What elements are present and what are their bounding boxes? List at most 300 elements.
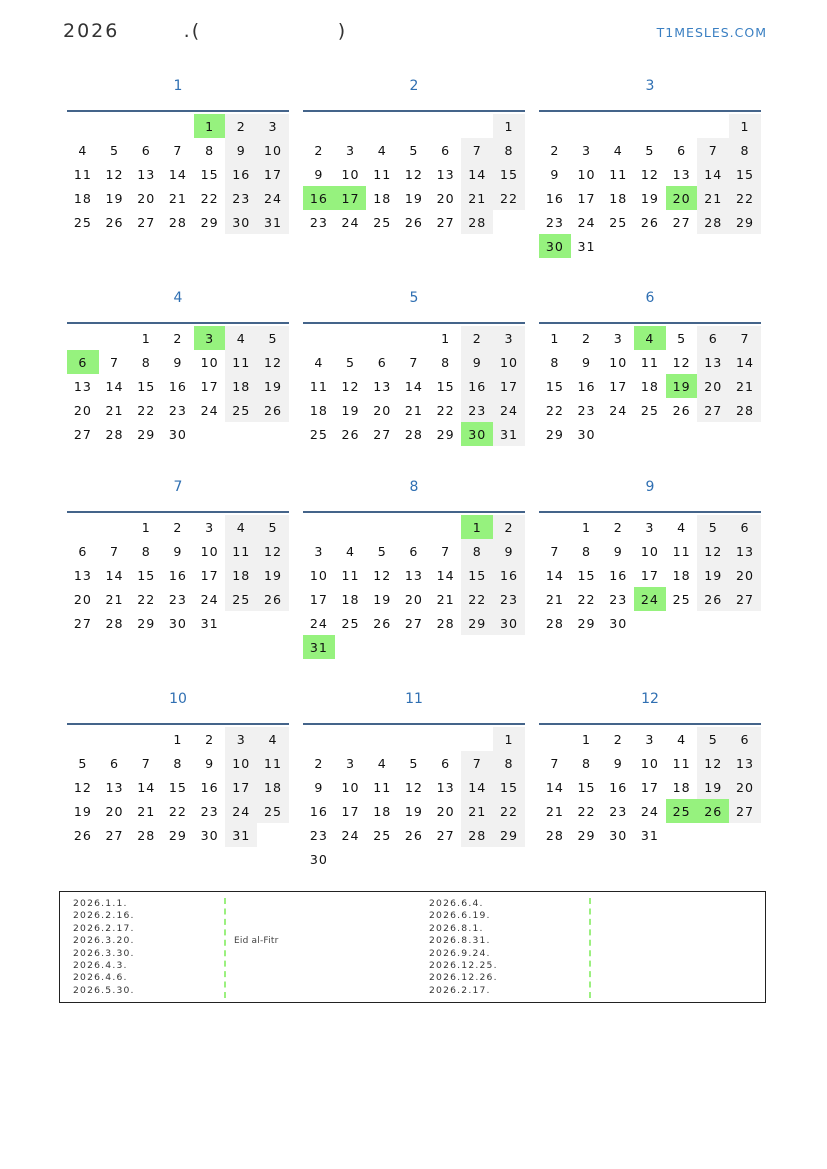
day-cell: 17 [309, 591, 328, 607]
day-cell: 22 [200, 190, 219, 206]
day-cell: 17 [640, 567, 659, 583]
day-cell: 6 [409, 543, 419, 559]
day-cell: 30 [168, 426, 187, 442]
day-cell: 7 [697, 138, 729, 162]
day-cell: 27 [373, 426, 392, 442]
day-cell: 3 [645, 519, 655, 535]
day-cell: 7 [461, 138, 493, 162]
day-cell: 8 [582, 755, 592, 771]
day-cell: 11 [341, 567, 360, 583]
day-cell: 19 [697, 563, 729, 587]
month-rule [303, 723, 525, 725]
day-cell: 27 [73, 426, 92, 442]
day-cell: 2 [613, 519, 623, 535]
day-cell: 5 [645, 142, 655, 158]
day-cell: 12 [341, 378, 360, 394]
month-title: 4 [173, 290, 183, 306]
day-cell: 28 [436, 615, 455, 631]
empty-cell [67, 326, 99, 350]
empty-cell [99, 515, 131, 539]
day-cell: 27 [436, 827, 455, 843]
day-cell: 28 [105, 426, 124, 442]
empty-cell [303, 114, 335, 138]
day-cell: 5 [409, 142, 419, 158]
day-cell: 21 [436, 591, 455, 607]
day-cell: 4 [78, 142, 88, 158]
empty-cell [602, 114, 634, 138]
month-7 [67, 471, 289, 635]
day-cell: 18 [341, 591, 360, 607]
empty-cell [539, 114, 571, 138]
day-cell: 21 [137, 803, 156, 819]
day-cell: 5 [257, 326, 289, 350]
holiday-day-cell: 30 [461, 422, 493, 446]
day-cell: 15 [137, 378, 156, 394]
day-cell: 16 [577, 378, 596, 394]
day-cell: 14 [461, 775, 493, 799]
day-cell: 3 [225, 727, 257, 751]
day-cell: 11 [373, 166, 392, 182]
day-cell: 8 [173, 755, 183, 771]
day-cell: 17 [200, 567, 219, 583]
day-cell: 23 [609, 591, 628, 607]
day-cell: 1 [141, 330, 151, 346]
holiday-names-left [234, 898, 278, 997]
empty-cell [99, 727, 131, 751]
day-cell: 14 [105, 567, 124, 583]
month-grid [67, 515, 289, 635]
day-cell: 4 [314, 354, 324, 370]
empty-cell [99, 114, 131, 138]
day-cell: 3 [314, 543, 324, 559]
day-cell: 26 [640, 214, 659, 230]
day-cell: 15 [461, 563, 493, 587]
day-cell: 18 [373, 803, 392, 819]
day-cell: 11 [309, 378, 328, 394]
day-cell: 3 [645, 731, 655, 747]
day-cell: 24 [640, 803, 659, 819]
day-cell: 6 [78, 543, 88, 559]
day-cell: 17 [577, 190, 596, 206]
day-cell: 23 [309, 827, 328, 843]
day-cell: 16 [200, 779, 219, 795]
day-cell: 21 [404, 402, 423, 418]
month-grid [303, 727, 525, 871]
month-rule [67, 110, 289, 112]
day-cell: 24 [225, 799, 257, 823]
day-cell: 22 [436, 402, 455, 418]
month-grid [303, 515, 525, 659]
day-cell: 23 [545, 214, 564, 230]
day-cell: 14 [137, 779, 156, 795]
day-cell: 24 [609, 402, 628, 418]
day-cell: 22 [137, 402, 156, 418]
day-cell: 21 [545, 803, 564, 819]
day-cell: 25 [672, 591, 691, 607]
day-cell: 24 [577, 214, 596, 230]
day-cell: 15 [493, 775, 525, 799]
month-title: 11 [405, 691, 423, 707]
day-cell: 26 [257, 398, 289, 422]
empty-cell [335, 727, 367, 751]
month-title: 12 [641, 691, 659, 707]
day-cell: 2 [173, 519, 183, 535]
day-cell: 6 [377, 354, 387, 370]
day-cell: 25 [225, 398, 257, 422]
day-cell: 10 [309, 567, 328, 583]
day-cell: 31 [640, 827, 659, 843]
day-cell: 23 [577, 402, 596, 418]
month-grid [539, 727, 761, 847]
month-1 [67, 70, 289, 234]
day-cell: 18 [672, 567, 691, 583]
holiday-date: 2026.12.26. [429, 972, 498, 984]
empty-cell [461, 114, 493, 138]
day-cell: 7 [110, 543, 120, 559]
day-cell: 26 [73, 827, 92, 843]
empty-cell [303, 326, 335, 350]
day-cell: 29 [577, 615, 596, 631]
day-cell: 13 [373, 378, 392, 394]
month-title: 3 [645, 78, 655, 94]
day-cell: 5 [697, 515, 729, 539]
day-cell: 8 [461, 539, 493, 563]
day-cell: 24 [200, 402, 219, 418]
empty-cell [697, 114, 729, 138]
day-cell: 17 [257, 162, 289, 186]
day-cell: 29 [137, 615, 156, 631]
day-cell: 26 [697, 587, 729, 611]
month-2 [303, 70, 525, 234]
month-grid [67, 727, 289, 847]
day-cell: 5 [377, 543, 387, 559]
day-cell: 7 [550, 755, 560, 771]
day-cell: 11 [672, 755, 691, 771]
day-cell: 4 [677, 731, 687, 747]
holiday-date: 2026.12.25. [429, 959, 498, 971]
day-cell: 8 [141, 354, 151, 370]
day-cell: 26 [341, 426, 360, 442]
day-cell: 12 [640, 166, 659, 182]
day-cell: 15 [200, 166, 219, 182]
day-cell: 1 [582, 519, 592, 535]
month-rule [539, 511, 761, 513]
day-cell: 10 [200, 543, 219, 559]
month-rule [67, 322, 289, 324]
empty-cell [398, 515, 430, 539]
day-cell: 9 [205, 755, 215, 771]
day-cell: 18 [309, 402, 328, 418]
empty-cell [430, 727, 462, 751]
holiday-date: 2026.2.17. [73, 922, 135, 934]
empty-cell [666, 114, 698, 138]
day-cell: 4 [346, 543, 356, 559]
holiday-day-cell: 30 [539, 234, 571, 258]
day-cell: 28 [545, 615, 564, 631]
day-cell: 25 [373, 827, 392, 843]
month-rule [67, 723, 289, 725]
day-cell: 11 [73, 166, 92, 182]
day-cell: 9 [173, 354, 183, 370]
empty-cell [366, 326, 398, 350]
day-cell: 14 [545, 779, 564, 795]
day-cell: 31 [493, 422, 525, 446]
day-cell: 7 [729, 326, 761, 350]
month-3 [539, 70, 761, 258]
holiday-day-cell: 31 [303, 635, 335, 659]
page-title: 2026 .( ) [63, 20, 348, 42]
month-rule [539, 322, 761, 324]
day-cell: 29 [137, 426, 156, 442]
holiday-date: 2026.6.4. [429, 898, 484, 909]
day-cell: 15 [137, 567, 156, 583]
day-cell: 27 [729, 799, 761, 823]
day-cell: 23 [609, 803, 628, 819]
day-cell: 22 [577, 591, 596, 607]
day-cell: 22 [461, 587, 493, 611]
day-cell: 21 [461, 799, 493, 823]
day-cell: 18 [73, 190, 92, 206]
day-cell: 13 [436, 166, 455, 182]
day-cell: 2 [582, 330, 592, 346]
empty-cell [634, 114, 666, 138]
empty-cell [366, 114, 398, 138]
day-cell: 29 [461, 611, 493, 635]
empty-cell [539, 727, 571, 751]
day-cell: 22 [493, 799, 525, 823]
day-cell: 3 [613, 330, 623, 346]
day-cell: 9 [461, 350, 493, 374]
day-cell: 5 [110, 142, 120, 158]
day-cell: 7 [550, 543, 560, 559]
day-cell: 28 [461, 210, 493, 234]
day-cell: 16 [168, 567, 187, 583]
day-cell: 13 [436, 779, 455, 795]
month-title: 6 [645, 290, 655, 306]
day-cell: 10 [225, 751, 257, 775]
day-cell: 16 [461, 374, 493, 398]
holiday-date: 2026.4.6. [73, 972, 128, 984]
day-cell: 15 [436, 378, 455, 394]
day-cell: 17 [493, 374, 525, 398]
day-cell: 9 [613, 543, 623, 559]
day-cell: 20 [404, 591, 423, 607]
day-cell: 15 [577, 567, 596, 583]
day-cell: 10 [341, 779, 360, 795]
month-grid [539, 114, 761, 258]
day-cell: 17 [341, 803, 360, 819]
day-cell: 10 [640, 755, 659, 771]
day-cell: 13 [729, 751, 761, 775]
holiday-list-left [73, 898, 135, 997]
day-cell: 25 [373, 214, 392, 230]
day-cell: 10 [493, 350, 525, 374]
month-6 [539, 282, 761, 446]
day-cell: 2 [205, 731, 215, 747]
day-cell: 3 [205, 519, 215, 535]
day-cell: 2 [493, 515, 525, 539]
day-cell: 20 [697, 374, 729, 398]
holiday-name [234, 898, 278, 910]
day-cell: 12 [404, 166, 423, 182]
day-cell: 17 [225, 775, 257, 799]
day-cell: 29 [168, 827, 187, 843]
empty-cell [99, 326, 131, 350]
day-cell: 2 [173, 330, 183, 346]
holiday-day-cell: 6 [67, 350, 99, 374]
month-rule [67, 511, 289, 513]
holiday-list [59, 891, 766, 1003]
holiday-list-right [429, 898, 498, 997]
day-cell: 13 [137, 166, 156, 182]
day-cell: 1 [550, 330, 560, 346]
day-cell: 12 [257, 350, 289, 374]
day-cell: 19 [404, 190, 423, 206]
month-9 [539, 471, 761, 635]
day-cell: 17 [609, 378, 628, 394]
day-cell: 21 [168, 190, 187, 206]
holiday-day-cell: 17 [335, 186, 367, 210]
day-cell: 14 [404, 378, 423, 394]
day-cell: 25 [309, 426, 328, 442]
holiday-marker-right [589, 898, 591, 998]
day-cell: 17 [640, 779, 659, 795]
day-cell: 14 [168, 166, 187, 182]
month-title: 5 [409, 290, 419, 306]
day-cell: 24 [341, 214, 360, 230]
holiday-name [234, 972, 278, 984]
day-cell: 4 [677, 519, 687, 535]
day-cell: 24 [341, 827, 360, 843]
day-cell: 4 [225, 515, 257, 539]
day-cell: 24 [309, 615, 328, 631]
day-cell: 21 [105, 402, 124, 418]
day-cell: 11 [225, 539, 257, 563]
month-title: 10 [169, 691, 187, 707]
empty-cell [130, 727, 162, 751]
holiday-day-cell: 20 [666, 186, 698, 210]
day-cell: 11 [257, 751, 289, 775]
empty-cell [366, 515, 398, 539]
day-cell: 19 [257, 374, 289, 398]
day-cell: 11 [609, 166, 628, 182]
day-cell: 9 [173, 543, 183, 559]
holiday-day-cell: 3 [194, 326, 226, 350]
site-logo-link[interactable]: T1MESLES.COM [656, 25, 767, 40]
month-rule [539, 110, 761, 112]
holiday-name [234, 910, 278, 922]
day-cell: 30 [609, 615, 628, 631]
empty-cell [398, 114, 430, 138]
day-cell: 27 [729, 587, 761, 611]
day-cell: 28 [545, 827, 564, 843]
day-cell: 8 [582, 543, 592, 559]
day-cell: 26 [105, 214, 124, 230]
day-cell: 25 [341, 615, 360, 631]
day-cell: 10 [257, 138, 289, 162]
day-cell: 28 [697, 210, 729, 234]
day-cell: 5 [677, 330, 687, 346]
day-cell: 9 [314, 779, 324, 795]
day-cell: 1 [729, 114, 761, 138]
day-cell: 20 [729, 775, 761, 799]
day-cell: 25 [257, 799, 289, 823]
day-cell: 11 [225, 350, 257, 374]
day-cell: 14 [461, 162, 493, 186]
empty-cell [366, 727, 398, 751]
day-cell: 14 [545, 567, 564, 583]
day-cell: 29 [436, 426, 455, 442]
day-cell: 27 [672, 214, 691, 230]
day-cell: 15 [493, 162, 525, 186]
day-cell: 12 [257, 539, 289, 563]
day-cell: 8 [493, 751, 525, 775]
day-cell: 16 [545, 190, 564, 206]
day-cell: 3 [582, 142, 592, 158]
day-cell: 27 [137, 214, 156, 230]
day-cell: 15 [168, 779, 187, 795]
day-cell: 19 [373, 591, 392, 607]
day-cell: 4 [257, 727, 289, 751]
day-cell: 11 [373, 779, 392, 795]
day-cell: 14 [697, 162, 729, 186]
day-cell: 9 [314, 166, 324, 182]
day-cell: 20 [137, 190, 156, 206]
day-cell: 25 [609, 214, 628, 230]
day-cell: 25 [73, 214, 92, 230]
day-cell: 12 [697, 539, 729, 563]
day-cell: 10 [640, 543, 659, 559]
empty-cell [67, 727, 99, 751]
holiday-day-cell: 1 [461, 515, 493, 539]
month-grid [539, 326, 761, 446]
day-cell: 12 [697, 751, 729, 775]
day-cell: 13 [73, 567, 92, 583]
day-cell: 28 [404, 426, 423, 442]
day-cell: 18 [640, 378, 659, 394]
holiday-date: 2026.1.1. [73, 898, 128, 909]
month-4 [67, 282, 289, 446]
empty-cell [335, 114, 367, 138]
month-title: 2 [409, 78, 419, 94]
empty-cell [461, 727, 493, 751]
day-cell: 11 [640, 354, 659, 370]
day-cell: 10 [609, 354, 628, 370]
day-cell: 3 [346, 142, 356, 158]
month-rule [303, 322, 525, 324]
day-cell: 11 [672, 543, 691, 559]
day-cell: 18 [373, 190, 392, 206]
day-cell: 30 [225, 210, 257, 234]
day-cell: 18 [672, 779, 691, 795]
day-cell: 31 [200, 615, 219, 631]
day-cell: 2 [550, 142, 560, 158]
day-cell: 31 [225, 823, 257, 847]
day-cell: 28 [137, 827, 156, 843]
month-rule [303, 511, 525, 513]
month-grid [303, 114, 525, 234]
day-cell: 16 [225, 162, 257, 186]
day-cell: 8 [205, 142, 215, 158]
day-cell: 6 [729, 515, 761, 539]
month-grid [67, 326, 289, 446]
day-cell: 1 [493, 727, 525, 751]
day-cell: 6 [441, 755, 451, 771]
day-cell: 18 [257, 775, 289, 799]
day-cell: 20 [436, 190, 455, 206]
day-cell: 8 [141, 543, 151, 559]
day-cell: 10 [341, 166, 360, 182]
